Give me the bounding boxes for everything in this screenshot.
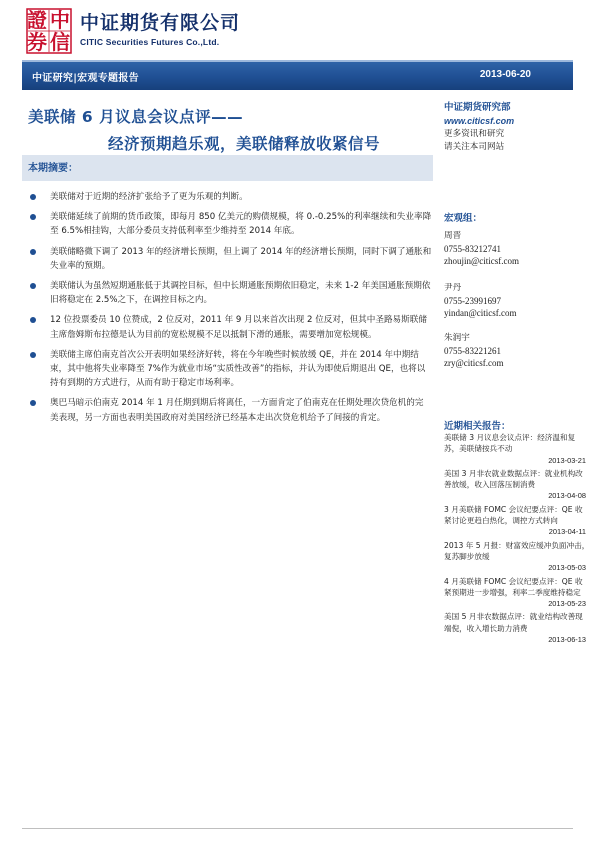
- list-item: [30, 396, 432, 424]
- company-name-cn: 中证期货有限公司: [80, 12, 241, 34]
- macro-group-title: 宏观组：: [444, 213, 483, 224]
- analyst-email[interactable]: zhoujin@citicsf.com: [444, 256, 520, 266]
- analyst-card: [444, 282, 517, 320]
- report-link-date: 2013-06-13: [548, 635, 586, 645]
- list-item: [30, 279, 432, 307]
- bullet-dot-icon: [30, 283, 36, 289]
- report-title-line2: 经济预期趋乐观，美联储释放收紧信号: [108, 135, 381, 153]
- bullet-text: 美联储延续了前期的货币政策，即每月 850 亿美元的购债规模，将 0.-0.25%的利率继续和失业率降至 6.5%相挂钩，大部分委员支持低利率至少维持至 2014 年底。: [50, 212, 432, 237]
- bullet-text: 奥巴马暗示伯南克 2014 年 1 月任期到期后将离任，一方面肯定了伯南克在任期处理次贷危机的完美表现，另一方面也表明美国政府对美国经济已经基本走出次贷危机给予了间接的肯定。: [50, 398, 424, 423]
- summary-header: [22, 155, 433, 181]
- logo-char: 券: [27, 30, 47, 54]
- sidebar-contact: [444, 99, 584, 154]
- analyst-phone: 0755-83212741: [444, 243, 501, 254]
- recent-reports-title: 近期相关报告：: [444, 421, 511, 432]
- list-item[interactable]: [444, 540, 590, 574]
- report-link-title[interactable]: 美国 3 月非农就业数据点评：就业机构改善放缓，收入回落压制消费: [444, 468, 583, 490]
- sidebar-note: [444, 128, 584, 154]
- bullet-dot-icon: [30, 317, 36, 323]
- list-item[interactable]: [444, 576, 590, 610]
- company-logo: [26, 8, 72, 54]
- list-item: [30, 210, 432, 238]
- list-item: [30, 313, 432, 341]
- brand-block: [80, 12, 240, 47]
- analyst-card: [444, 332, 504, 370]
- report-link-date: 2013-05-03: [548, 563, 586, 573]
- company-name-en: CITIC Securities Futures Co.,Ltd.: [80, 37, 220, 47]
- analyst-card: [444, 230, 519, 268]
- sidebar-note-line: 更多资讯和研究: [444, 129, 505, 139]
- analyst-phone: 0755-83221261: [444, 345, 501, 356]
- report-date: 2013-06-20: [479, 69, 531, 80]
- bullet-dot-icon: [30, 249, 36, 255]
- logo-char: 證: [27, 8, 47, 32]
- list-item[interactable]: [444, 468, 590, 502]
- list-item: [30, 190, 432, 204]
- footer-divider: [22, 828, 573, 829]
- report-link-date: 2013-03-21: [548, 455, 586, 465]
- sidebar-note-line: 请关注本司网站: [444, 142, 505, 152]
- list-item[interactable]: [444, 432, 590, 466]
- list-item[interactable]: [444, 611, 590, 645]
- logo-char: 信: [50, 30, 70, 54]
- website-link[interactable]: www.citicsf.com: [444, 116, 515, 126]
- report-link-date: 2013-04-08: [548, 491, 586, 501]
- report-link-title[interactable]: 4 月美联储 FOMC 会议纪要点评：QE 收紧预期进一步增强，利率二季度维持稳定: [444, 576, 583, 597]
- report-title-line1: 美联储 6 月议息会议点评——: [28, 108, 244, 126]
- report-link-title[interactable]: 2013 年 5 月报：财富效应缓冲负面冲击，复苏脚步放缓: [444, 540, 590, 561]
- bullet-text: 美联储认为虽然短期通胀低于其调控目标，但中长期通胀预期依旧稳定，未来 1-2 年美国通胀预期依旧将稳定在 2.5%之下，在调控目标之内。: [50, 281, 431, 306]
- bullet-text: 美联储对于近期的经济扩张给予了更为乐观的判断。: [50, 192, 248, 202]
- bullet-text: 12 位投票委员 10 位赞成，2 位反对，2011 年 9 月以来首次出现 2 位反对，但其中圣路易斯联储主席詹姆斯布拉德是认为目前的宽松规模不足以抵制下滑的通胀，需要增加宽松规模。: [50, 315, 427, 340]
- analyst-email[interactable]: zry@citicsf.com: [444, 358, 504, 368]
- analyst-name: 尹丹: [444, 283, 462, 293]
- report-link-date: 2013-04-11: [548, 527, 586, 537]
- summary-label: 本期摘要：: [28, 163, 78, 174]
- report-link-title[interactable]: 3 月美联储 FOMC 会议纪要点评：QE 收紧讨论更趋白热化，调控方式转向: [444, 504, 583, 526]
- bullet-dot-icon: [30, 214, 36, 220]
- report-link-title[interactable]: 美联储 3 月议息会议点评：经济温和复苏，美联储按兵不动: [444, 433, 576, 454]
- report-link-title[interactable]: 美国 5 月非农数据点评：就业结构改善现端倪，收入增长助力消费: [444, 612, 583, 633]
- list-item: [30, 245, 432, 273]
- bullet-dot-icon: [30, 352, 36, 358]
- list-item: [30, 348, 432, 391]
- report-banner: [22, 62, 573, 90]
- analyst-email[interactable]: yindan@citicsf.com: [444, 308, 517, 318]
- logo-char: 中: [50, 8, 70, 32]
- bullet-dot-icon: [30, 400, 36, 406]
- analyst-name: 朱润宇: [444, 333, 470, 343]
- bullet-text: 美联储主席伯南克首次公开表明如果经济好转，将在今年晚些时候放缓 QE，并在 2014 年中期结束，其中他将失业率降至 7%作为就业市场“实质性改善”的指标，并认为即使后期退出 QE，也将以持有到期的方式进行，从而有助于稳定市场利率。: [50, 349, 426, 389]
- bullet-text: 美联储略微下调了 2013 年的经济增长预期，但上调了 2014 年的经济增长预期，同时下调了通胀和失业率的预期。: [50, 246, 432, 271]
- summary-bullets: [30, 190, 432, 431]
- analyst-phone: 0755-23991697: [444, 295, 501, 306]
- report-link-date: 2013-05-23: [548, 599, 586, 609]
- analyst-name: 周晋: [444, 231, 462, 241]
- research-dept: 中证期货研究部: [444, 102, 511, 113]
- report-category: 中证研究|宏观专题报告: [32, 73, 139, 84]
- recent-reports-list: [444, 432, 590, 647]
- bullet-dot-icon: [30, 194, 36, 200]
- list-item[interactable]: [444, 504, 590, 538]
